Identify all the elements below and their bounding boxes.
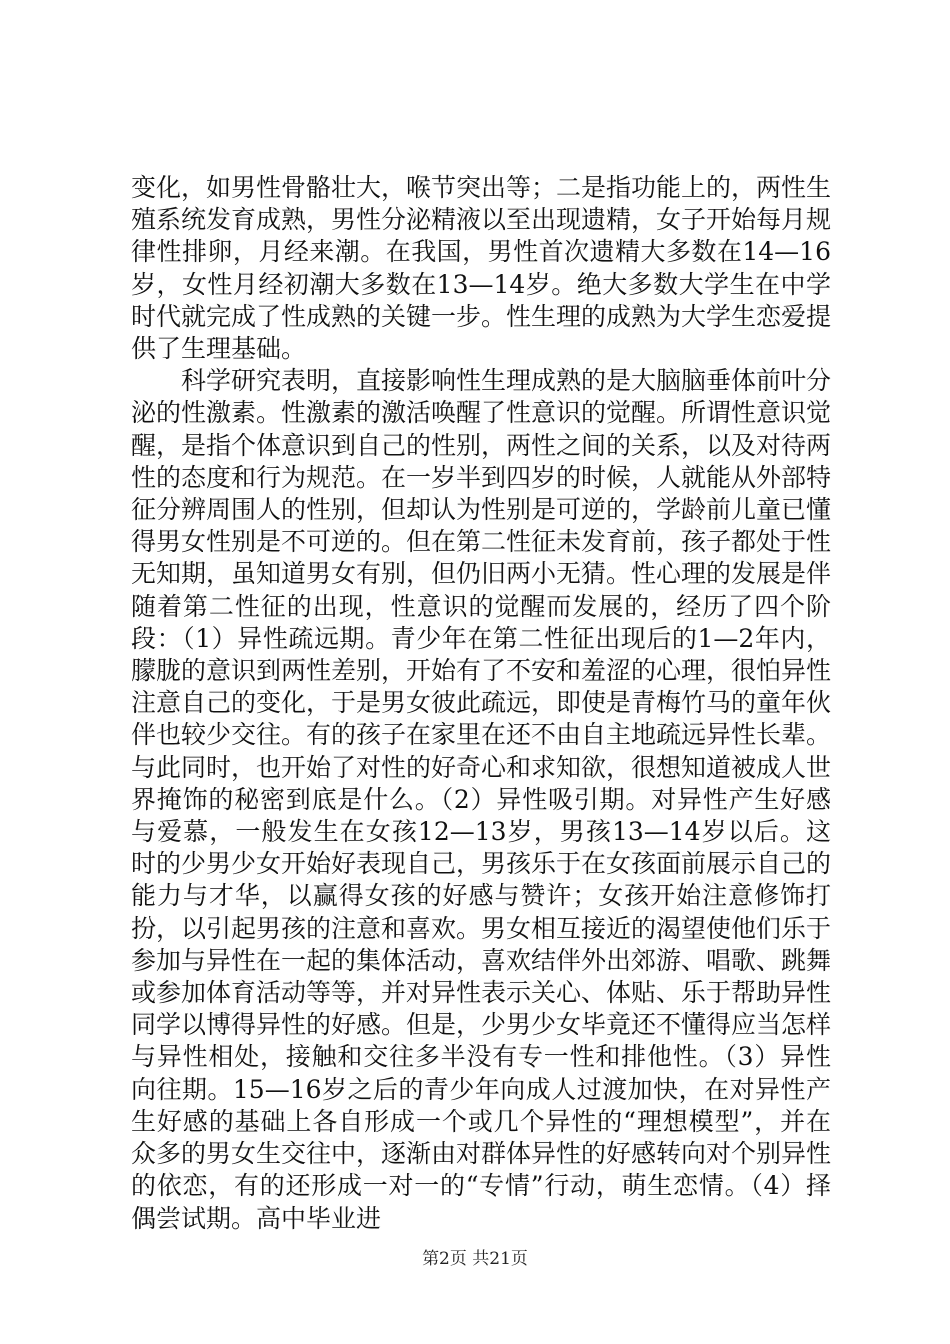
document-body <box>131 172 831 1235</box>
paragraph-2: 科学研究表明，直接影响性生理成熟的是大脑脑垂体前叶分泌的性激素。性激素的激活唤醒了性意识的觉醒。所谓性意识觉醒，是指个体意识到自己的性别，两性之间的关系，以及对待两性的态度和行为规范。在一岁半到四岁的时候，人就能从外部特征分辨周围人的性别，但却认为性别是可逆的，学龄前儿童已懂得男女性别是不可逆的。但在第二性征未发育前，孩子都处于性无知期，虽知道男女有别，但仍旧两小无猜。性心理的发展是伴随着第二性征的出现，性意识的觉醒而发展的，经历了四个阶段：（1）异性疏远期。青少年在第二性征出现后的1—2年内，朦胧的意识到两性差别，开始有了不安和羞涩的心理，很怕异性注意自己的变化，于是男女彼此疏远，即使是青梅竹马的童年伙伴也较少交往。有的孩子在家里在还不由自主地疏远异性长辈。与此同时，也开始了对性的好奇心和求知欲，很想知道被成人世界掩饰的秘密到底是什么。（2）异性吸引期。对异性产生好感与爱慕，一般发生在女孩12—13岁，男孩13—14岁以后。这时的少男少女开始好表现自己，男孩乐于在女孩面前展示自己的能力与才华，以赢得女孩的好感与赞许；女孩开始注意修饰打扮，以引起男孩的注意和喜欢。男女相互接近的渴望使他们乐于参加与异性在一起的集体活动，喜欢结伴外出郊游、唱歌、跳舞或参加体育活动等等，并对异性表示关心、体贴、乐于帮助异性同学以博得异性的好感。但是，少男少女毕竟还不懂得应当怎样与异性相处，接触和交往多半没有专一性和排他性。（3）异性向往期。15—16岁之后的青少年向成人过渡加快，在对异性产生好感的基础上各自形成一个或几个异性的“理想模型”，并在众多的男女生交往中，逐渐由对群体异性的好感转向对个别异性的依恋，有的还形成一对一的“专情”行动，萌生恋情。（4）择偶尝试期。高中毕业进 <box>131 366 832 1233</box>
paragraph-1: 变化，如男性骨骼壮大，喉节突出等；二是指功能上的，两性生殖系统发育成熟，男性分泌精液以至出现遗精，女子开始每月规律性排卵，月经来潮。在我国，男性首次遗精大多数在14—16岁，女性月经初潮大多数在13—14岁。绝大多数大学生在中学时代就完成了性成熟的关键一步。性生理的成熟为大学生恋爱提供了生理基础。 <box>131 173 832 364</box>
page-footer: 第2页 共21页 <box>422 1249 528 1269</box>
